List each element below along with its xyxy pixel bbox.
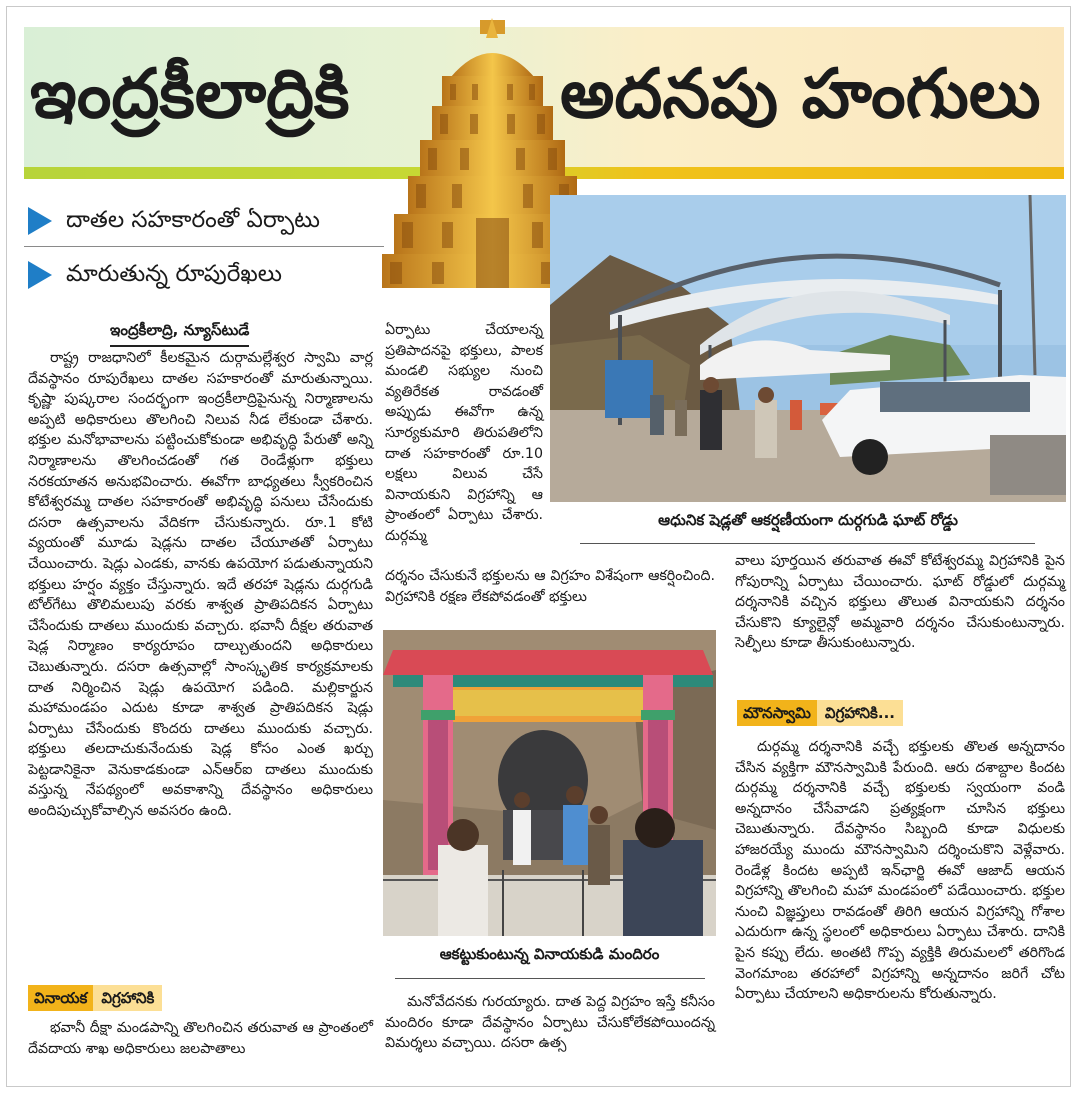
bullet-1-text: దాతల సహకారంతో ఏర్పాటు (66, 207, 320, 233)
subhead-vinayaka-a: వినాయక (28, 985, 93, 1011)
photo1-caption: ఆధునిక షెడ్లతో ఆకర్షణీయంగా దుర్గగుడి ఘాట్ రోడ్డు (658, 511, 958, 529)
bullet-2 (28, 254, 282, 294)
bullet-1 (28, 200, 320, 240)
column-2-mid (385, 566, 715, 607)
caption1-divider (580, 543, 1035, 544)
bullet-2-text: మారుతున్న రూపురేఖలు (66, 261, 282, 287)
shed-photo (550, 195, 1066, 502)
column-2-top (385, 320, 543, 547)
headline-left: ఇంద్రకీలాద్రికి (30, 55, 350, 134)
ganesha-shrine-photo (383, 630, 716, 936)
column-1-bottom (28, 1018, 373, 1059)
column-2-bottom (385, 992, 715, 1054)
headline-right: అదనపు హంగులు (560, 55, 1041, 134)
column-1-text (28, 348, 373, 968)
subhead-maunaswamy (737, 700, 903, 726)
bullet-divider (24, 246, 384, 247)
mid-paragraph: దర్శనం చేసుకునే భక్తులను ఆ విగ్రహం విశేషంగా ఆకర్షించింది. విగ్రహానికి రక్షణ లేకపోవడంతో భక్తులు (385, 568, 715, 605)
caption2-divider (395, 978, 705, 979)
subhead-maunaswamy-b: విగ్రహానికి... (817, 700, 903, 726)
col2-top-paragraph: ఏర్పాటు చేయాలన్న ప్రతిపాదనపై భక్తులు, పాలక మండలి సభ్యుల నుంచి వ్యతిరేకత రావడంతో అప్పుడు ఈవోగా ఉన్న సూర్యకుమారి తిరుపతిలోని దాత సహకారంతో రూ.10 లక్షలు విలువ చేసే వినాయకుని విగ్రహాన్ని ఆ ప్రాంతంలో ఏర్పాటు చేశారు. దుర్గమ్మ (385, 322, 543, 544)
photo2-caption: ఆకట్టుకుంటున్న వినాయకుడి మందిరం (439, 945, 660, 963)
col1-paragraph: రాష్ట్ర రాజధానిలో కీలకమైన దుర్గామల్లేశ్వర స్వామి వార్ల దేవస్థానం రూపురేఖలు దాతల సహకారంతో మారుతున్నాయి. కృష్ణా పుష్కరాల సందర్భంగా ఇంద్రకీలాద్రిపైనున్న నిర్మాణాలను అప్పటి అధికారులు తొలగించి నిలువ నీడ లేకుండా చేశారు. భక్తుల మనోభావాలను పట్టించుకోకుండా అభివృద్ధి పేరుతో అన్ని నిర్మాణాలను తొలగించడంతో గత రెండేళ్లుగా భక్తులు నరకయాతన అనుభవించారు. ఈవోగా బాధ్యతలు స్వీకరించిన కోటేశ్వరమ్మ దాతల సహకారంతో అభివృద్ధి పనులు చేసేందుకు దసరా ఉత్సవాలను వేదికగా చేసుకున్నారు. రూ.1 కోటి వ్యయంతో మూడు షెడ్లను దాతల చేయూతతో ఏర్పాటు చేయించారు. షెడ్లు ఎండకు, వానకు ఉపయోగ పడుతున్నాయని భక్తులు హర్షం వ్యక్తం చేస్తున్నారు. ఇదే తరహా షెడ్లను దుర్గగుడి టోల్‌గేటు తొలిమలుపు వరకు శాశ్వత ప్రాతిపదికన ఏర్పాటు చేసేందుకు దాతలు ముందుకు వచ్చారు. భవానీ దీక్షల తరువాత షెడ్ల నిర్మాణం కార్యరూపం దాల్చుతుందని అధికారులు చెబుతున్నారు. దసరా ఉత్సవాల్లో సాంస్కృతిక కార్యక్రమాలకు దాత నిర్మించిన షెడ్లు ఉపయోగ పడింది. మల్లికార్జున మహామండపం ఎదుట కూడా శాశ్వత ప్రాతిపదికన షెడ్లు ఏర్పాటు చేసేందుకు కొందరు దాతలు ముందుకు వచ్చారు. భక్తులు తలదాచుకునేందుకు షెడ్ల కోసం ఎంత ఖర్చు పెట్టడానికైనా వెనుకాడకుండా ఎన్‌ఆర్ఐ దాతలు ముందుకు వస్తున్న నేపథ్యంలో అవకాశాన్ని దేవస్థానం అధికారులు అందిపుచ్చుకోవాల్సిన అవసరం ఉంది. (28, 350, 373, 820)
column-3-top (735, 551, 1065, 654)
col3-bottom-paragraph: దుర్గమ్మ దర్శనానికి వచ్చే భక్తులకు తొలత అన్నదానం చేసిన వ్యక్తిగా మౌనస్వామికి పేరుంది. ఆరు దశాబ్దాల కిందట దుర్గమ్మ దర్శనానికి వచ్చే భక్తులకు స్వయంగా వండి అన్నదానం చేసేవాడని ప్రత్యక్షంగా చూసిన భక్తులు చెబుతున్నారు. దేవస్థానం సిబ్బంది కూడా విధులకు హాజరయ్యే ముందు మౌనస్వామిని దర్శించుకొని వెళ్లేవారు. రెండేళ్ల కిందట అప్పటి ఇన్‌ఛార్జి ఈవో ఆజాద్ ఆయన విగ్రహాన్ని తొలగించి మహా మండపంలో పడేయించారు. భక్తుల నుంచి విజ్ఞప్తులు రావడంతో తిరిగి ఆయన విగ్రహాన్ని గోశాల ఎదురుగా ఉన్న స్థలంలో అధికారులు ఏర్పాటు చేశారు. దానికి పైన కప్పు లేదు. అంతటి గొప్ప వ్యక్తికి తిరుమలలో తరిగొండ వెంగమాంబ తరహాలో విగ్రహాన్ని అన్నదానం జరిగే చోట ఏర్పాటు చేయాలని అధికారులను కోరుతున్నారు. (735, 739, 1065, 1003)
col1-bottom-paragraph: భవానీ దీక్షా మండపాన్ని తొలగించిన తరువాత ఆ ప్రాంతంలో దేవదాయ శాఖ అధికారులు జలపాతాలు (28, 1020, 373, 1057)
subhead-maunaswamy-a: మౌనస్వామి (737, 700, 817, 726)
subhead-vinayaka (28, 985, 162, 1011)
column-3-bottom (735, 737, 1065, 1005)
arrow-bullet-icon (28, 207, 52, 235)
col2-bottom-paragraph: మనోవేదనకు గురయ్యారు. దాత పెద్ద విగ్రహం ఇస్తే కనీసం మందిరం కూడా దేవస్థానం ఏర్పాటు చేసుకోలేకపోయిందన్న విమర్శలు వచ్చాయి. దసరా ఉత్స (385, 994, 715, 1052)
arrow-bullet-icon (28, 261, 52, 289)
subhead-vinayaka-b: విగ్రహానికి (93, 985, 162, 1011)
col3-top-paragraph: వాలు పూర్తయిన తరువాత ఈవో కోటేశ్వరమ్మ విగ్రహానికి పైన గోపురాన్ని ఏర్పాటు చేయించారు. ఘాట్ రోడ్డులో దుర్గమ్మ దర్శనానికి వచ్చిన భక్తులు తొలుత వినాయకుని దర్శనం చేసుకొని క్యూలైన్లో అమ్మవారి దర్శనం చేసుకుంటున్నారు. సెల్ఫీలు కూడా తీసుకుంటున్నారు. (735, 553, 1065, 652)
byline: ఇంద్రకీలాద్రి, న్యూస్‌టుడే (110, 321, 249, 347)
